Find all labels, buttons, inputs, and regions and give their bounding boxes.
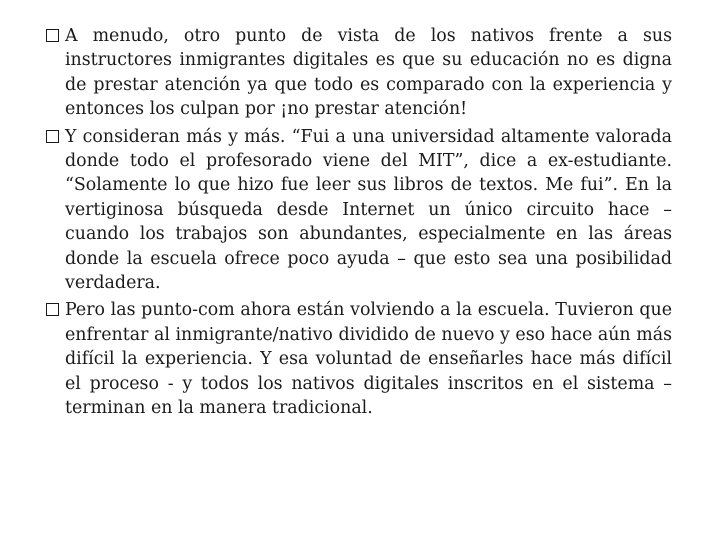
bullet-item <box>46 125 672 296</box>
empty-square-bullet-icon <box>46 130 59 143</box>
bullet-text: Pero las punto-com ahora están volviendo a la escuela. Tuvieron que enfrentar al inmigrante/nativo dividido de nuevo y eso hace aún más difícil la experiencia. Y esa voluntad de enseñarles hace más difícil el proceso - y todos los nativos digitales inscritos en el sistema – terminan en la manera tradicional. <box>65 300 672 419</box>
empty-square-bullet-icon <box>46 303 59 316</box>
bullet-item <box>46 24 672 122</box>
empty-square-bullet-icon <box>46 29 59 42</box>
bullet-text: Y consideran más y más. “Fui a una universidad altamente valorada donde todo el profesorado viene del MIT”, dice a ex-estudiante. “Solamente lo que hizo fue leer sus libros de textos. Me fui”. En la vertiginosa búsqueda desde Internet un único circuito hace – cuando los trabajos son abundantes, especialmente en las áreas donde la escuela ofrece poco ayuda – que esto sea una posibilidad verdadera. <box>65 126 672 294</box>
bullet-list <box>46 24 672 424</box>
bullet-text: A menudo, otro punto de vista de los nativos frente a sus instructores inmigrantes digitales es que su educación no es digna de prestar atención ya que todo es comparado con la experiencia y entonces los culpan por ¡no prestar atención! <box>65 26 672 120</box>
bullet-item <box>46 298 672 420</box>
